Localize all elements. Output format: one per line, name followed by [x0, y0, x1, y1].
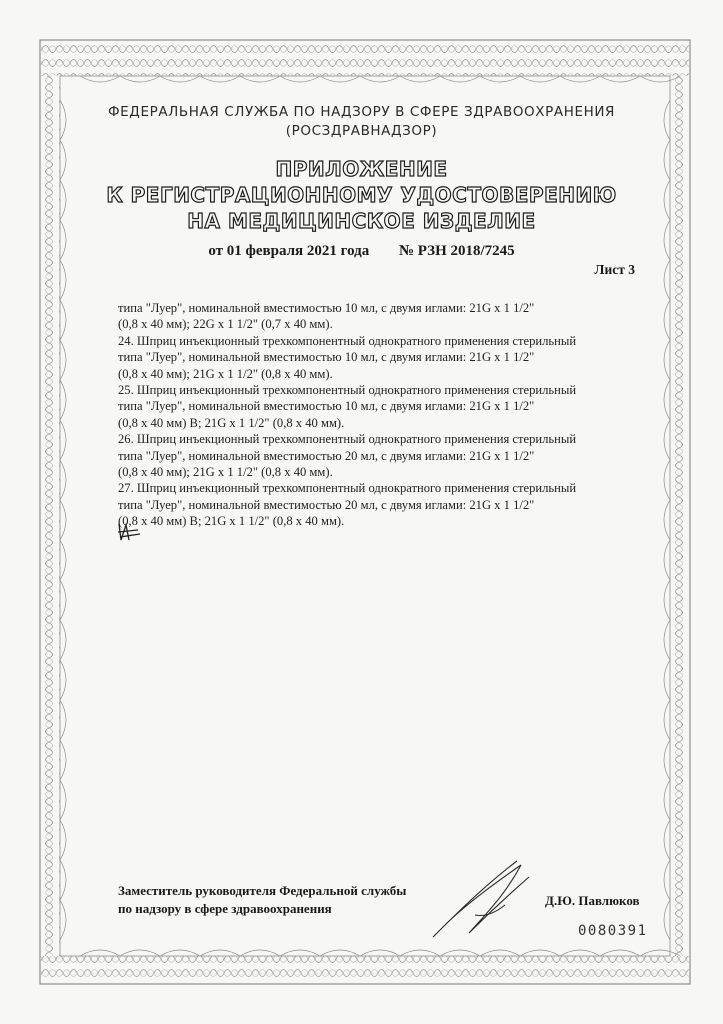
continued-line: (0,8 x 40 мм); 22G x 1 1/2" (0,7 x 40 мм).: [118, 317, 333, 332]
list-item-line: типа "Луер", номинальной вместимостью 10 мл, с двумя иглами: 21G x 1 1/2": [118, 350, 535, 365]
form-serial-number: 0080391: [578, 923, 648, 939]
list-item-line: (0,8 x 40 мм); 21G x 1 1/2" (0,8 x 40 мм).: [118, 366, 333, 381]
list-item-line: 27. Шприц инъекционный трехкомпонентный однократного применения стерильный: [118, 481, 577, 496]
handwritten-signature: [425, 855, 535, 945]
list-item-line: (0,8 x 40 мм); 21G x 1 1/2" (0,8 x 40 мм).: [118, 465, 333, 480]
agency-name: ФЕДЕРАЛЬНАЯ СЛУЖБА ПО НАДЗОРУ В СФЕРЕ ЗДРАВООХРАНЕНИЯ: [107, 104, 616, 120]
list-item-line: (0,8 x 40 мм) B; 21G x 1 1/2" (0,8 x 40 мм).: [118, 415, 345, 430]
registration-dateline: [0, 243, 723, 260]
list-item-line: типа "Луер", номинальной вместимостью 20 мл, с двумя иглами: 21G x 1 1/2": [118, 497, 535, 512]
list-item-line: 25. Шприц инъекционный трехкомпонентный однократного применения стерильный: [118, 383, 577, 398]
end-of-list-mark: [116, 521, 142, 543]
list-item-line: типа "Луер", номинальной вместимостью 20 мл, с двумя иглами: 21G x 1 1/2": [118, 448, 535, 463]
agency-header: [0, 104, 723, 139]
title-line-1: ПРИЛОЖЕНИЕ: [275, 157, 448, 181]
sheet-number: Лист 3: [594, 262, 635, 277]
list-item-line: 24. Шприц инъекционный трехкомпонентный однократного применения стерильный: [118, 333, 577, 348]
list-item-line: типа "Луер", номинальной вместимостью 10 мл, с двумя иглами: 21G x 1 1/2": [118, 399, 535, 414]
continued-line: типа "Луер", номинальной вместимостью 10 мл, с двумя иглами: 21G x 1 1/2": [118, 301, 535, 315]
device-list: [118, 300, 638, 530]
signer-title: [118, 882, 406, 918]
list-item-line: 26. Шприц инъекционный трехкомпонентный однократного применения стерильный: [118, 432, 577, 447]
list-item-line: (0,8 x 40 мм) B; 21G x 1 1/2" (0,8 x 40 мм).: [118, 514, 345, 529]
title-line-3: НА МЕДИЦИНСКОЕ ИЗДЕЛИЕ: [187, 209, 536, 233]
document-title: [0, 156, 723, 234]
agency-abbr: (РОСЗДРАВНАДЗОР): [285, 123, 438, 139]
title-line-2: К РЕГИСТРАЦИОННОМУ УДОСТОВЕРЕНИЮ: [106, 183, 617, 207]
signer-title-line-1: Заместитель руководителя Федеральной службы: [118, 883, 407, 898]
signer-title-line-2: по надзору в сфере здравоохранения: [118, 901, 332, 916]
signer-name: Д.Ю. Павлюков: [545, 893, 640, 908]
registration-number: № РЗН 2018/7245: [398, 243, 515, 259]
registration-date: от 01 февраля 2021 года: [208, 243, 370, 259]
